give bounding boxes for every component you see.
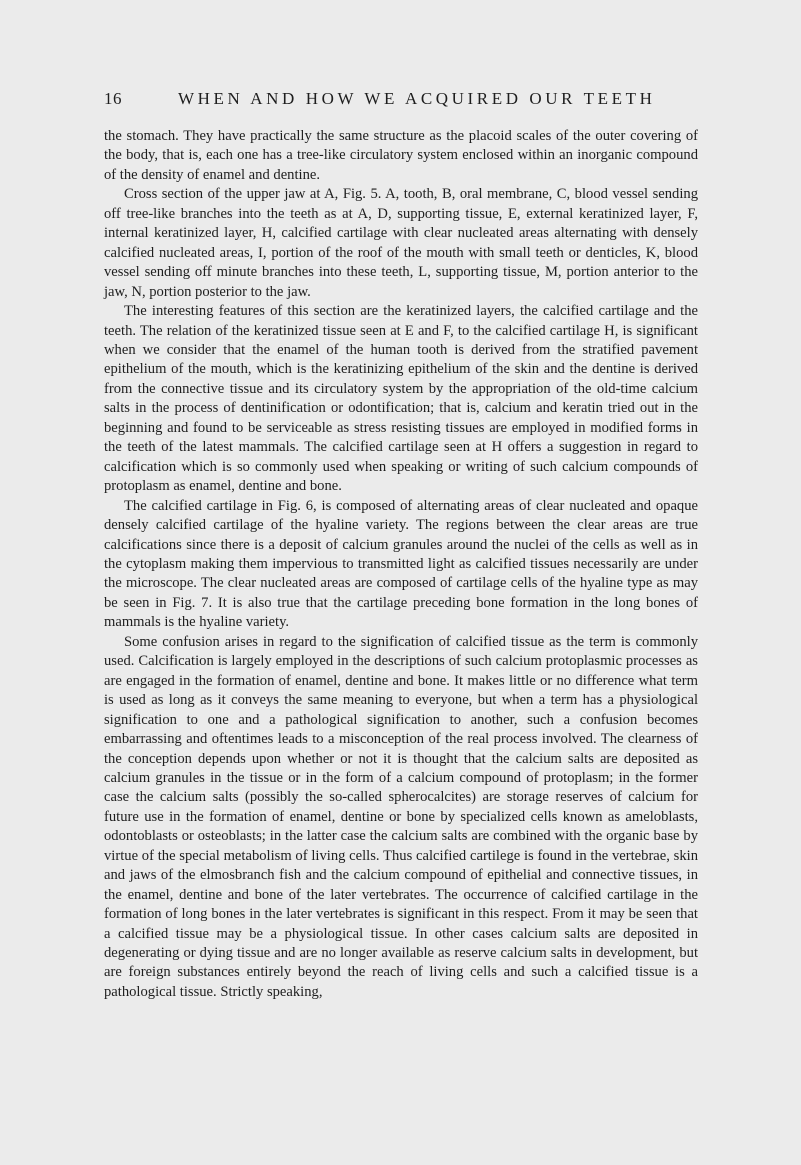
paragraph-cross-section: Cross section of the upper jaw at A, Fig. 5. A, tooth, B, oral membrane, C, blood vessel sending off tree-like branches into the teeth as at A, D, supporting tissue, E, external keratinized layer, F, internal keratinized layer, H, calcified cartilage with clear nucleated areas alternating with densely calcified nucleated areas, I, portion of the roof of the mouth with small teeth or denticles, K, blood vessel sending off minute branches into these teeth, L, supporting tissue, M, portion anterior to the jaw, N, portion posterior to the jaw. <box>104 186 698 300</box>
paragraph-calcified-cartilage: The calcified cartilage in Fig. 6, is composed of alternating areas of clear nucleated and opaque densely calcified cartilage of the hyaline variety. The regions between the clear areas are true calcifications since there is a deposit of calcium granules around the nuclei of the cells as well as in the cytoplasm making them impervious to transmitted light as calcified tissues necessarily are under the microscope. The clear nucleated areas are composed of cartilage cells of the hyaline type as may be seen in Fig. 7. It is also true that the cartilage preceding bone formation in the long bones of mammals is the hyaline variety. <box>104 497 698 631</box>
paragraph-stomach-continuation: the stomach. They have practically the same structure as the placoid scales of the outer covering of the body, that is, each one has a tree-like circulatory system enclosed within an inorganic compound of the density of enamel and dentine. <box>104 128 698 183</box>
page-number: 16 <box>104 89 122 108</box>
paragraph-confusion-calcified-tissue: Some confusion arises in regard to the signification of calcified tissue as the term is commonly used. Calcification is largely employed in the descriptions of such calcium protoplasmic processes as are engaged in the formation of enamel, dentine and bone. It makes little or no difference what term is used as long as it conveys the same meaning to everyone, but when a term has a physiological signification to one and a pathological signification to another, such a confusion becomes embarrassing and oftentimes leads to a misconception of the real process involved. The clearness of the conception depends upon whether or not it is thought that the calcium salts are deposited as calcium granules in the tissue or in the form of a calcium compound of protoplasm; in the former case the calcium salts (possibly the so-called spherocalcites) are storage reserves of calcium for future use in the formation of enamel, dentine or bone by specialized cells known as ameloblasts, odontoblasts or osteoblasts; in the latter case the calcium salts are combined with the organic base by virtue of the special metabolism of living cells. Thus calcified cartilege is found in the vertebrae, skin and jaws of the elmosbranch fish and the calcium compound of epithelial and connective tissues, in the enamel, dentine and bone of the later vertebrates. The occurrence of calcified cartilage in the formation of long bones in the later vertebrates is significant in this respect. From it may be seen that a calcified tissue may be a physiological tissue. In other cases calcium salts are deposited in degenerating or dying tissue and are no longer available as reserve calcium salts in development, but are foreign substances entirely beyond the reach of living cells and such a calcified tissue is a pathological tissue. Strictly speaking, <box>104 633 698 1000</box>
body-text <box>104 127 698 1002</box>
running-head <box>104 88 698 110</box>
paragraph-keratinized-layers: The interesting features of this section are the keratinized layers, the calcified cartilage and the teeth. The relation of the keratinized tissue seen at E and F, to the calcified cartilage H, is significant when we consider that the enamel of the human tooth is derived from the stratified pavement epithelium of the mouth, which is the keratinizing epithelium of the skin and the dentine is derived from the connective tissue and its circulatory system by the appropriation of the old-time calcium salts in the process of dentinification or odontification; that is, calcium and keratin tried out in the beginning and found to be serviceable as stress resisting tissues are employed in modified forms in the teeth of the latest mammals. The calcified cartilage seen at H offers a suggestion in regard to calcification which is so commonly used when speaking or writing of such calcium compounds of protoplasm as enamel, dentine and bone. <box>104 303 698 495</box>
running-title: WHEN AND HOW WE ACQUIRED OUR TEETH <box>178 89 656 108</box>
